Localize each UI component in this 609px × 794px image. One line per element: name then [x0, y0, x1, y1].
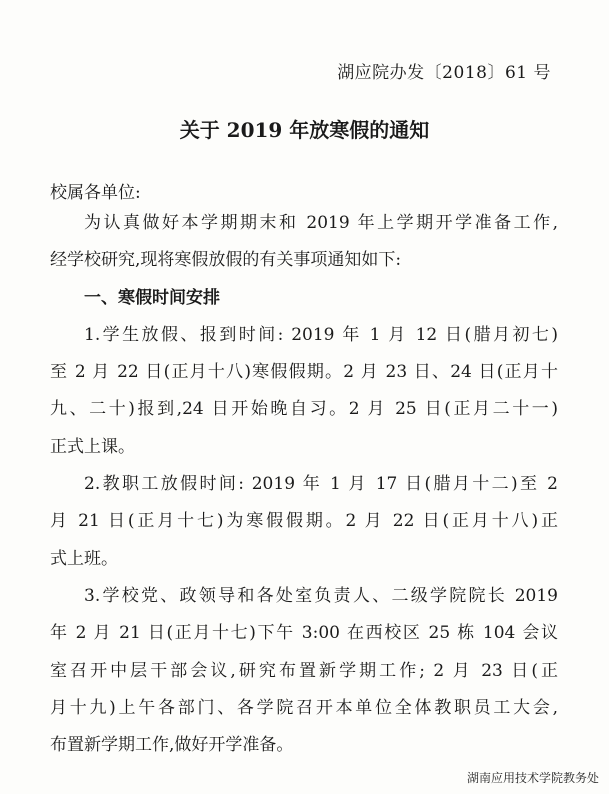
paragraph-line: 九、二十)报到,24 日开始晚自习。2 月 25 日(正月二十一) — [50, 399, 558, 420]
paragraph-line: 正式上课。 — [50, 436, 135, 457]
paragraph-line: 1.学生放假、报到时间: 2019 年 1 月 12 日(腊月初七) — [84, 324, 558, 345]
paragraph-line: 式上班。 — [50, 548, 118, 569]
document-title: 关于 2019 年放寒假的通知 — [179, 118, 430, 142]
document-body — [50, 205, 558, 764]
paragraph-line: 布置新学期工作,做好开学准备。 — [50, 735, 294, 756]
paragraph-line: 至 2 月 22 日(正月十八)寒假假期。2 月 23 日、24 日(正月十 — [50, 362, 558, 383]
paragraph-line: 经学校研究,现将寒假放假的有关事项通知如下: — [50, 250, 402, 271]
salutation: 校属各单位: — [50, 183, 141, 203]
paragraph-line: 年 2 月 21 日(正月十七)下午 3:00 在西校区 25 栋 104 会议 — [50, 623, 558, 644]
paragraph-line: 室召开中层干部会议,研究布置新学期工作; 2 月 23 日(正 — [50, 660, 558, 681]
paragraph-line: 为认真做好本学期期末和 2019 年上学期开学准备工作, — [84, 213, 558, 233]
issuer-footer: 湖南应用技术学院教务处 — [466, 771, 599, 785]
paragraph-line: 3.学校党、政领导和各处室负责人、二级学院院长 2019 — [84, 585, 558, 606]
paragraph-line: 月 21 日(正月十七)为寒假假期。2 月 22 日(正月十八)正 — [50, 511, 558, 532]
paragraph-line: 月十九)上午各部门、各学院召开本单位全体教职员工大会, — [50, 697, 558, 718]
paragraph-line: 2.教职工放假时间: 2019 年 1 月 17 日(腊月十二)至 2 — [84, 474, 558, 495]
section-heading: 一、寒假时间安排 — [84, 287, 220, 308]
document-number: 湖应院办发〔2018〕61 号 — [337, 63, 551, 83]
